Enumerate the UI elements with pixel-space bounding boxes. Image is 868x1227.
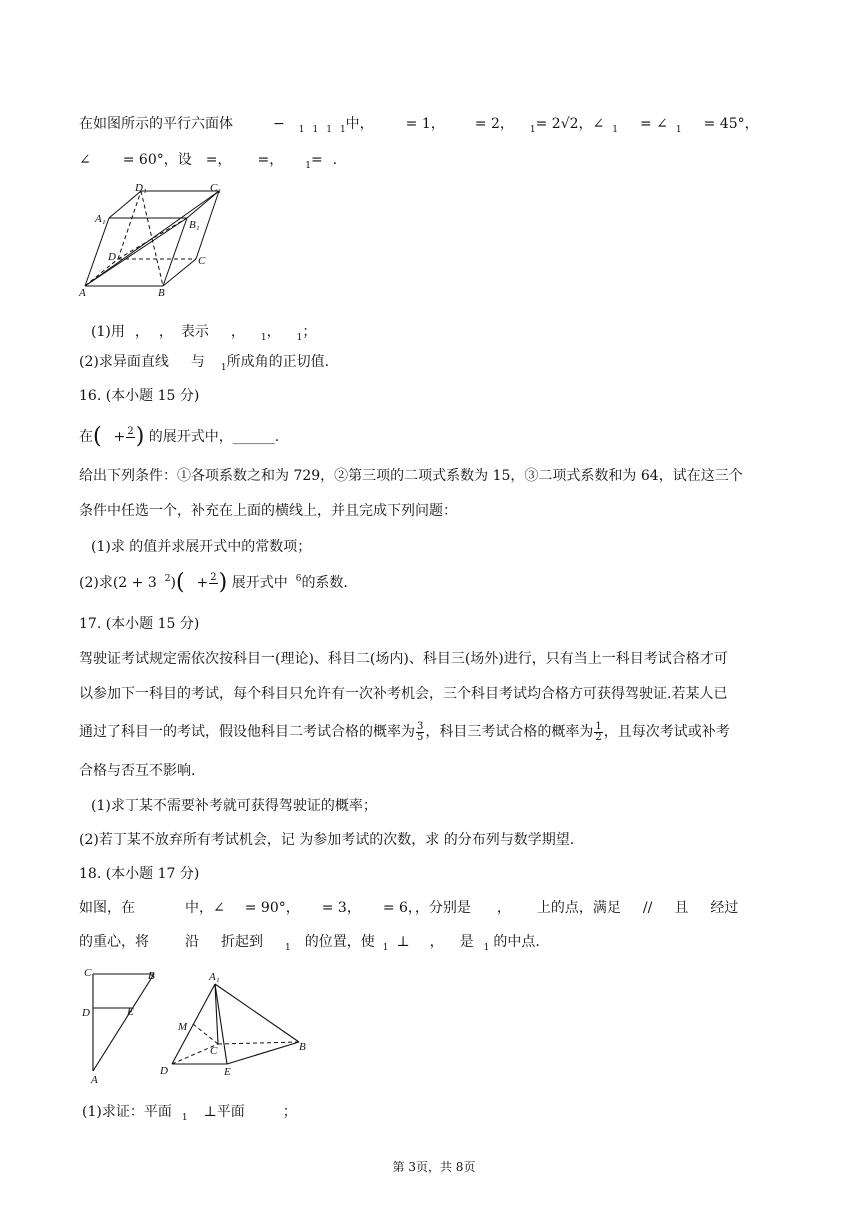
p16-q1: (1)求 的值并求展开式中的常数项； [91, 539, 312, 555]
vertex-label-c: C [198, 255, 206, 267]
p17-line1: 驾驶证考试规定需依次按科目一(理论)、科目二(场内)、科目三(场外)进行，只有当上一科目考试合格才可 [79, 651, 728, 667]
label-b: B [299, 1041, 306, 1053]
label-d: D [160, 1065, 168, 1077]
label-e: E [127, 1006, 134, 1018]
p16-title: 16. (本小题 15 分) [79, 388, 200, 404]
label-e: E [224, 1066, 231, 1078]
label-d: D [82, 1007, 90, 1019]
vertex-label-d: D [108, 251, 116, 263]
parallelepiped-figure [78, 180, 222, 302]
label-a: A [91, 1074, 98, 1086]
p17-line4: 合格与否互不影响. [79, 763, 196, 779]
p15-line1: 在如图所示的平行六面体 − $_1$ $_1$ $_1$ $_1$中， = 1， = 2， $_1$= 2√2，∠ $_1$ = ∠ $_1$ = 45°， [79, 116, 759, 135]
fraction-3-5: $\frac{3}{5}$ [417, 720, 424, 743]
vertex-label-b1: B₁ [189, 219, 200, 231]
p17-title: 17. (本小题 15 分) [79, 616, 200, 632]
p16-line1: 在( + 2 ) 的展开式中，______. [79, 424, 280, 449]
label-c: C [84, 967, 92, 979]
p17-q2: (2)若丁某不放弃所有考试机会，记 为参加考试的次数，求 的分布列与数学期望. [79, 832, 575, 848]
page-footer: 第 3页，共 8页 [392, 1160, 476, 1174]
label-b: B [148, 970, 155, 982]
p17-line3: 通过了科目一的考试，假设他科目二考试合格的概率为 $\frac{3}{5}$ ，科目三考试合格的概率为 $\frac{1}{2}$ ，且每次考试或补考 [79, 720, 730, 743]
p16-line3: 条件中任选一个，补充在上面的横线上，并且完成下列问题： [79, 503, 457, 519]
fraction-1-2: $\frac{1}{2}$ [595, 720, 602, 743]
p16-line2: 给出下列条件：①各项系数之和为 729，②第三项的二项式系数为 15，③二项式系数和为 64，试在这三个 [79, 468, 743, 484]
label-m: M [178, 1021, 188, 1033]
triangle-figure-flat [78, 966, 163, 1088]
p15-q2: (2)求异面直线 与 $_1$所成角的正切值. [79, 354, 330, 373]
p15-q1: (1)用 ， ， 表示 ， $_1$， $_1$； [91, 324, 317, 343]
vertex-label-b: B [158, 287, 165, 299]
vertex-label-c1: C₁ [210, 182, 222, 194]
p17-q1: (1)求丁某不需要补考就可获得驾驶证的概率； [91, 798, 377, 814]
p18-title: 18. (本小题 17 分) [79, 866, 200, 882]
pyramid-figure-folded [158, 966, 310, 1082]
label-a1: A₁ [209, 971, 220, 983]
p17-line2: 以参加下一科目的考试，每个科目只允许有一次补考机会，三个科目考试均合格方可获得驾驶证.若某人已 [79, 686, 728, 702]
vertex-label-a1: A₁ [95, 213, 106, 225]
vertex-label-a: A [79, 287, 86, 299]
p18-line1: 如图，在 中，∠ = 90°， = 3， = 6，，分别是 ， 上的点，满足 // 且 经过 [79, 900, 739, 916]
p16-q2: (2)求(2 + 3 $^2$)( + 2 ) 展开式中 $^6$的系数. [79, 570, 348, 595]
p15-line2: ∠ = 60°，设 =， =， $_1$= . [79, 152, 338, 171]
p18-q1: (1)求证：平面 $_1$ ⊥平面 ； [82, 1104, 297, 1123]
p18-line2: 的重心，将 沿 折起到 $_1$ 的位置，使 $_1$ ⊥ ， 是 $_1$ 的中点. [79, 934, 540, 953]
vertex-label-d1: D₁ [135, 182, 147, 194]
label-c: C [210, 1045, 218, 1057]
